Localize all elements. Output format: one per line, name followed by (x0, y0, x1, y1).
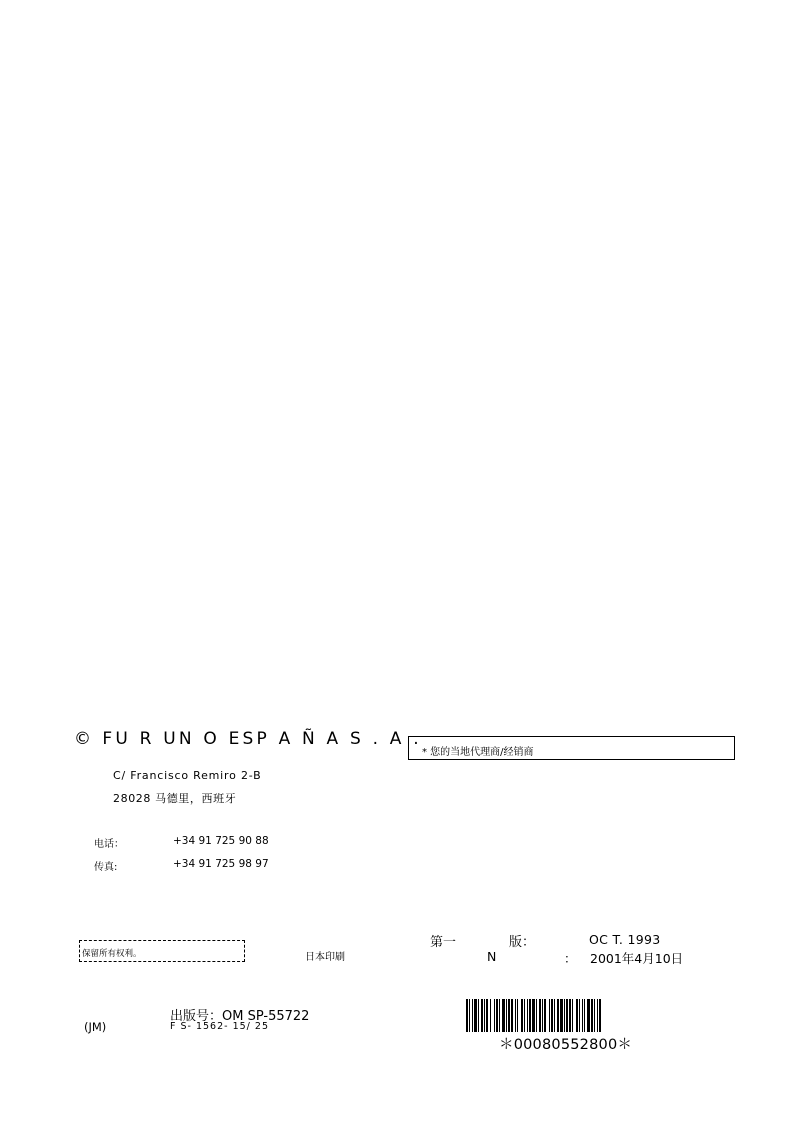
rights-box (79, 940, 245, 962)
edition-n-date: 2001年4月10日 (590, 951, 684, 966)
barcode-text: ＊00080552800＊ (499, 1037, 633, 1053)
barcode-bar (466, 999, 468, 1032)
barcode-bar (587, 999, 590, 1032)
barcode-bar (511, 999, 513, 1032)
barcode-bar (536, 999, 537, 1032)
address-line-2: 28028 马德里，西班牙 (113, 792, 237, 805)
barcode-bar (472, 999, 473, 1032)
barcode-bar (549, 999, 550, 1032)
address-line-1: C/ Francisco Remiro 2-B (113, 769, 262, 782)
barcode-bar (542, 999, 543, 1032)
company-header (74, 729, 422, 749)
barcode-bar (478, 999, 479, 1032)
barcode-bar (560, 999, 563, 1032)
dealer-box-text: * 您的当地代理商/经销商 (422, 747, 534, 758)
barcode-bar (521, 999, 523, 1032)
barcode-bar (539, 999, 541, 1032)
barcode-bar (554, 999, 555, 1032)
edition-n-label: N (487, 949, 497, 964)
barcode-bar (486, 999, 488, 1032)
barcode-bar (515, 999, 516, 1032)
barcode-bar (544, 999, 546, 1032)
barcode-bar (594, 999, 595, 1032)
barcode-bar (551, 999, 553, 1032)
fax-value: +34 91 725 98 97 (173, 858, 269, 870)
printed-in: 日本印刷 (305, 952, 345, 963)
barcode-bar (584, 999, 585, 1032)
barcode-bar (484, 999, 485, 1032)
barcode-bar (582, 999, 583, 1032)
barcode-bar (564, 999, 565, 1032)
edition-label: 版： (509, 935, 536, 950)
fax-label: 传真: (94, 862, 118, 873)
tel-value: +34 91 725 90 88 (173, 835, 269, 847)
tel-label: 电话： (94, 839, 124, 850)
barcode-bar (599, 999, 601, 1032)
edition-n-colon: ： (564, 951, 577, 966)
barcode-bar (469, 999, 470, 1032)
barcode-bar (502, 999, 505, 1032)
barcode-bar (517, 999, 518, 1032)
barcode-bar (494, 999, 495, 1032)
barcode-bar (496, 999, 498, 1032)
publication-code: F S- 1562- 15/ 25 (170, 1021, 269, 1032)
barcode-image (466, 999, 639, 1032)
barcode-bar (490, 999, 491, 1032)
barcode-bar (557, 999, 559, 1032)
edition-first-label: 第一 (430, 935, 457, 950)
barcode-bar (576, 999, 578, 1032)
publication-number: 出版号：OM SP-55722 (170, 1009, 310, 1024)
barcode-bar (597, 999, 598, 1032)
barcode-bar (506, 999, 507, 1032)
barcode-bar (529, 999, 531, 1032)
barcode-bar (566, 999, 568, 1032)
barcode-bar (524, 999, 525, 1032)
barcode-bar (569, 999, 571, 1032)
rights-text: 保留所有权利。 (82, 949, 142, 959)
dealer-box (408, 736, 735, 760)
barcode-bar (579, 999, 580, 1032)
copyright-symbol: © (74, 729, 94, 749)
barcode-bar (508, 999, 510, 1032)
company-name: FU R UN O ESP A Ñ A S . A . (102, 729, 422, 749)
jm-code: (JM) (84, 1020, 107, 1034)
barcode-bar (499, 999, 500, 1032)
barcode-bar (527, 999, 528, 1032)
edition-first-date: OC T. 1993 (589, 932, 661, 947)
barcode-bar (532, 999, 535, 1032)
barcode-bar (591, 999, 593, 1032)
barcode-bar (481, 999, 483, 1032)
barcode-bar (474, 999, 477, 1032)
barcode-bar (572, 999, 573, 1032)
